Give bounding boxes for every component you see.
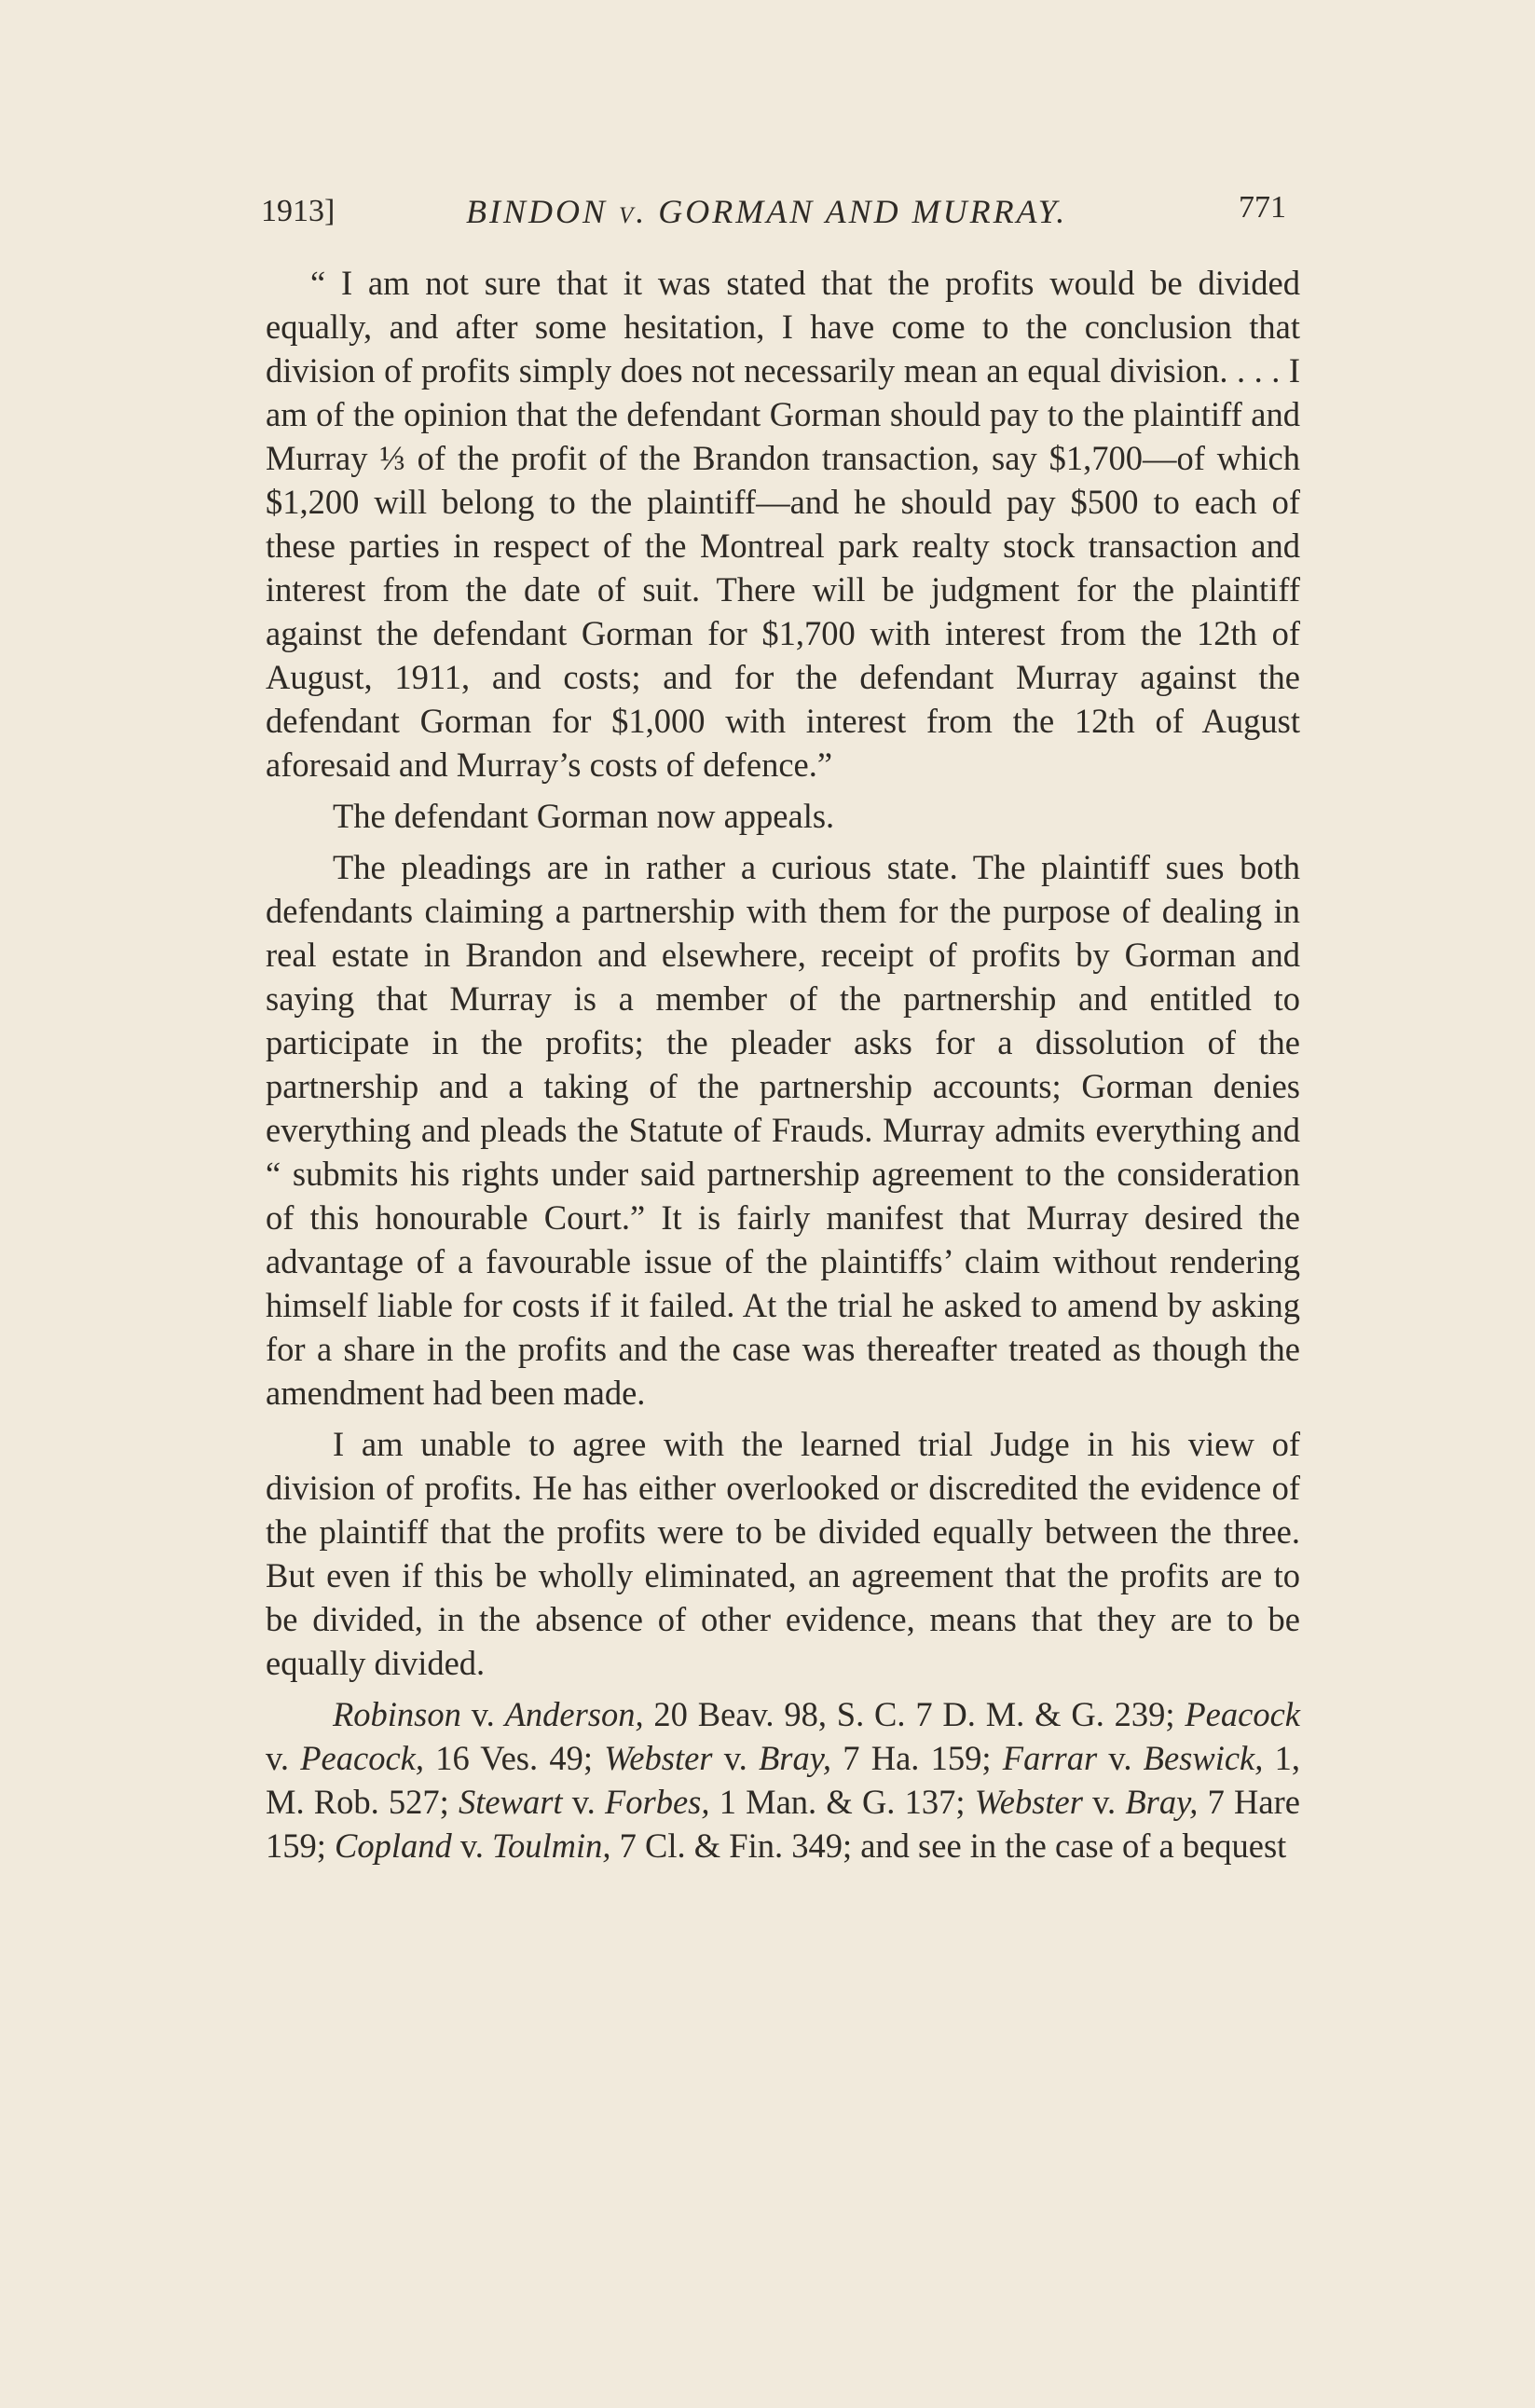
citation bbox=[335, 1827, 1286, 1865]
paragraph-opinion: I am unable to agree with the learned trial Judge in his view of division of profits. He has either overlooked or discredited the evidence of the plaintiff that the profits were to be divided equally between the three. But even if this be wholly eliminated, an agreement that the profits are to be divided, in the absence of other evidence, means that they are to be equally divided. bbox=[266, 1425, 1300, 1682]
citation bbox=[604, 1739, 1003, 1777]
versus: v. bbox=[712, 1739, 759, 1777]
versus: v. bbox=[266, 1739, 301, 1777]
case-ref: 7 Cl. & Fin. 349; and see in the case of a bequest bbox=[610, 1827, 1287, 1865]
case-party: Anderson, bbox=[504, 1695, 644, 1733]
case-name: Robinson bbox=[333, 1695, 461, 1733]
case-party: Beswick, bbox=[1143, 1739, 1264, 1777]
citation bbox=[333, 1695, 1185, 1733]
case-name: Copland bbox=[335, 1827, 452, 1865]
case-name: Webster bbox=[604, 1739, 713, 1777]
versus: v. bbox=[451, 1827, 493, 1865]
case-party: Bray, bbox=[1125, 1783, 1199, 1821]
case-party: Bray, bbox=[758, 1739, 832, 1777]
case-ref: 7 Hare 159; bbox=[266, 1783, 1300, 1865]
versus: v. bbox=[562, 1783, 605, 1821]
case-ref: 20 Beav. 98, S. C. 7 D. M. & G. 239; bbox=[643, 1695, 1186, 1733]
paragraph-appeal: The defendant Gorman now appeals. bbox=[333, 797, 835, 835]
citation bbox=[459, 1783, 975, 1821]
case-ref: 1 Man. & G. 137; bbox=[709, 1783, 975, 1821]
versus: v. bbox=[1097, 1739, 1144, 1777]
case-name: Peacock bbox=[1185, 1695, 1300, 1733]
paragraph-quote: “ I am not sure that it was stated that the profits would be divided equally, and after some hesitation, I have come to the conclusion that division of profits simply does not necessarily mean an equal division. . . . I am of the opinion that the defendant Gorman should pay to the plaintiff and Murray ⅓ of the profit of the Brandon transaction, say $1,700—of which $1,200 will belong to the plaintiff—and he should pay $500 to each of these parties in respect of the Montreal park realty stock transaction and interest from the date of suit. There will be judgment for the plaintiff against the defendant Gorman for $1,700 with interest from the 12th of August, 1911, and costs; and for the defendant Murray against the defendant Gorman for $1,000 with interest from the 12th of August aforesaid and Murray’s costs of defence.” bbox=[266, 264, 1300, 784]
case-name: Stewart bbox=[459, 1783, 563, 1821]
paragraph-citations bbox=[266, 1692, 1300, 1868]
case-ref: 7 Ha. 159; bbox=[831, 1739, 1003, 1777]
case-name: Farrar bbox=[1002, 1739, 1098, 1777]
case-ref: 16 Ves. 49; bbox=[423, 1739, 605, 1777]
case-name: Webster bbox=[974, 1783, 1083, 1821]
case-party: Peacock, bbox=[300, 1739, 424, 1777]
header-title: BINDON v. GORMAN AND MURRAY. bbox=[466, 193, 1068, 230]
page-number: 771 bbox=[1239, 190, 1286, 225]
body-text bbox=[266, 261, 1300, 1875]
header-year: 1913] bbox=[261, 194, 336, 228]
paragraph-pleadings: The pleadings are in rather a curious state. The plaintiff sues both defendants claiming a partnership with them for the purpose of dealing in real estate in Brandon and elsewhere, receipt of profits by Gorman and saying that Murray is a member of the partnership and entitled to participate in the profits; the pleader asks for a dissolution of the partnership and a taking of the partnership accounts; Gorman denies everything and pleads the Statute of Frauds. Murray admits everything and “ submits his rights under said partnership agreement to the consideration of this honourable Court.” It is fairly manifest that Murray desired the advantage of a favourable issue of the plaintiffs’ claim without rendering himself liable for costs if it failed. At the trial he asked to amend by asking for a share in the profits and the case was thereafter treated as though the amendment had been made. bbox=[266, 848, 1300, 1412]
case-party: Forbes, bbox=[604, 1783, 710, 1821]
versus: v. bbox=[1082, 1783, 1126, 1821]
versus: v. bbox=[460, 1695, 505, 1733]
running-header bbox=[261, 186, 1286, 242]
case-party: Toulmin, bbox=[492, 1827, 611, 1865]
case-ref: 1, M. Rob. 527; bbox=[266, 1739, 1300, 1821]
